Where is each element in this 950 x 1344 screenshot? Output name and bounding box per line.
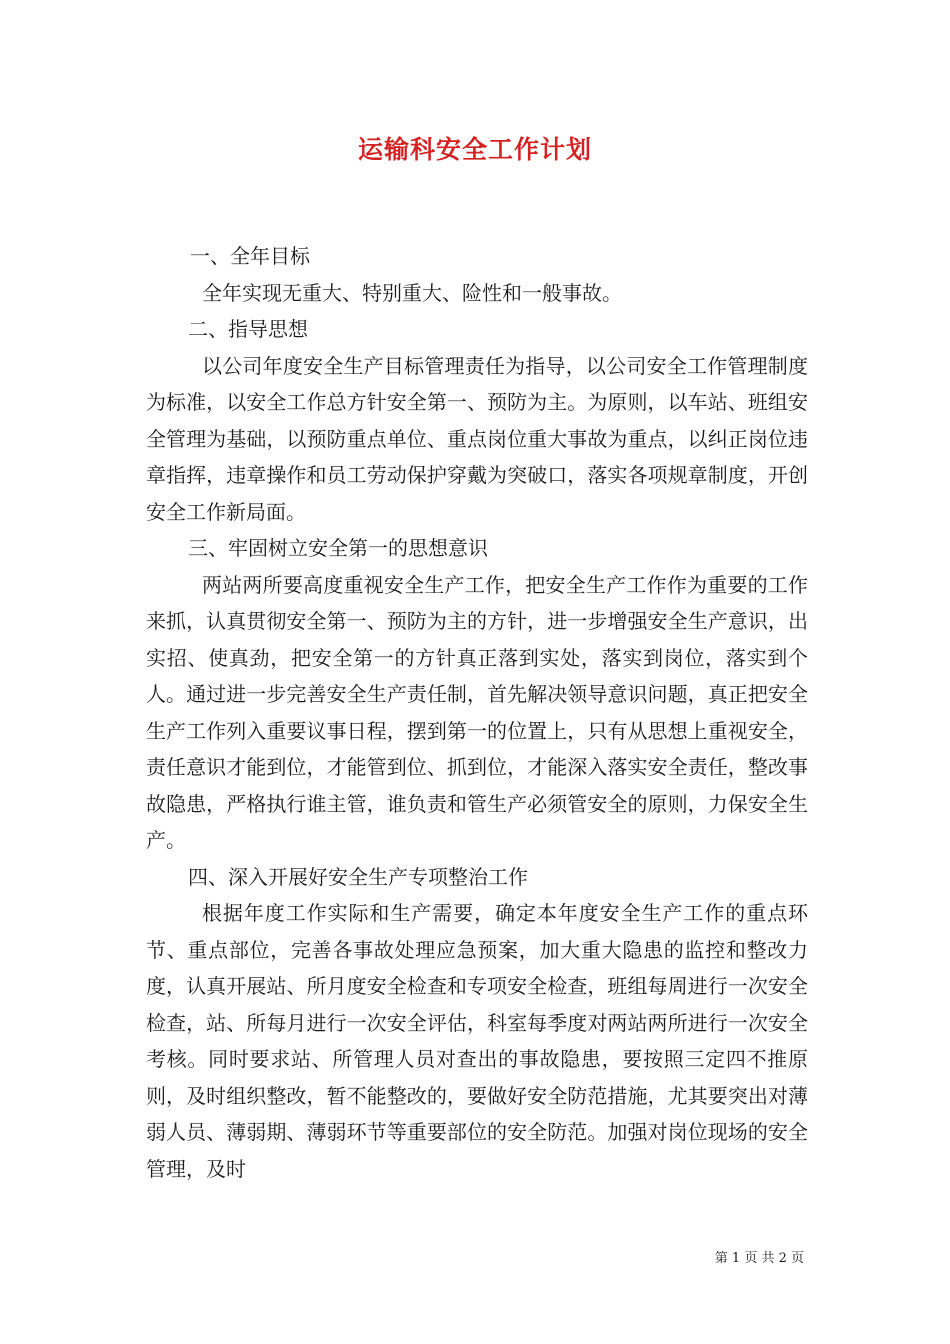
document-title: 运输科安全工作计划 <box>357 135 592 164</box>
paragraph-guiding-thought: 以公司年度安全生产目标管理责任为指导，以公司安全工作管理制度为标准，以安全工作总方针安全第一、预防为主。为原则，以车站、班组安全管理为基础，以预防重点单位、重点岗位重大事故为重点，以纠正岗位违章指挥，违章操作和员工劳动保护穿戴为突破口，落实各项规章制度，开创安全工作新局面。 <box>146 353 808 524</box>
paragraph-goals: 全年实现无重大、特别重大、险性和一般事故。 <box>202 280 622 305</box>
page-indicator: 第 1 页 共 2 页 <box>714 1251 804 1266</box>
paragraph-special-rectification: 根据年度工作实际和生产需要，确定本年度安全生产工作的重点环节、重点部位，完善各事故处理应急预案，加大重大隐患的监控和整改力度，认真开展站、所月度安全检查和专项安全检查，班组每周进行一次安全检查，站、所每月进行一次安全评估，科室每季度对两站两所进行一次安全考核。同时要求站、所管理人员对查出的事故隐患，要按照三定四不推原则，及时组织整改，暂不能整改的，要做好安全防范措施，尤其要突出对薄弱人员、薄弱期、薄弱环节等重要部位的安全防范。加强对岗位现场的安全管理，及时 <box>146 901 808 1181</box>
section-heading-goals: 一、全年目标 <box>190 244 310 268</box>
section-heading-special-rectification: 四、深入开展好安全生产专项整治工作 <box>188 864 528 889</box>
document-body <box>146 238 808 1187</box>
section-heading-safety-awareness: 三、牢固树立安全第一的思想意识 <box>188 536 488 560</box>
paragraph-safety-awareness: 两站两所要高度重视安全生产工作，把安全生产工作作为重要的工作来抓，认真贯彻安全第一、预防为主的方针，进一步增强安全生产意识，出实招、使真劲，把安全第一的方针真正落到实处，落实到岗位，落实到个人。通过进一步完善安全生产责任制，首先解决领导意识问题，真正把安全生产工作列入重要议事日程，摆到第一的位置上，只有从思想上重视安全，责任意识才能到位，才能管到位、抓到位，才能深入落实安全责任，整改事故隐患，严格执行谁主管，谁负责和管生产必须管安全的原则，力保安全生产。 <box>146 572 808 852</box>
section-heading-guiding-thought: 二、指导思想 <box>188 317 308 341</box>
